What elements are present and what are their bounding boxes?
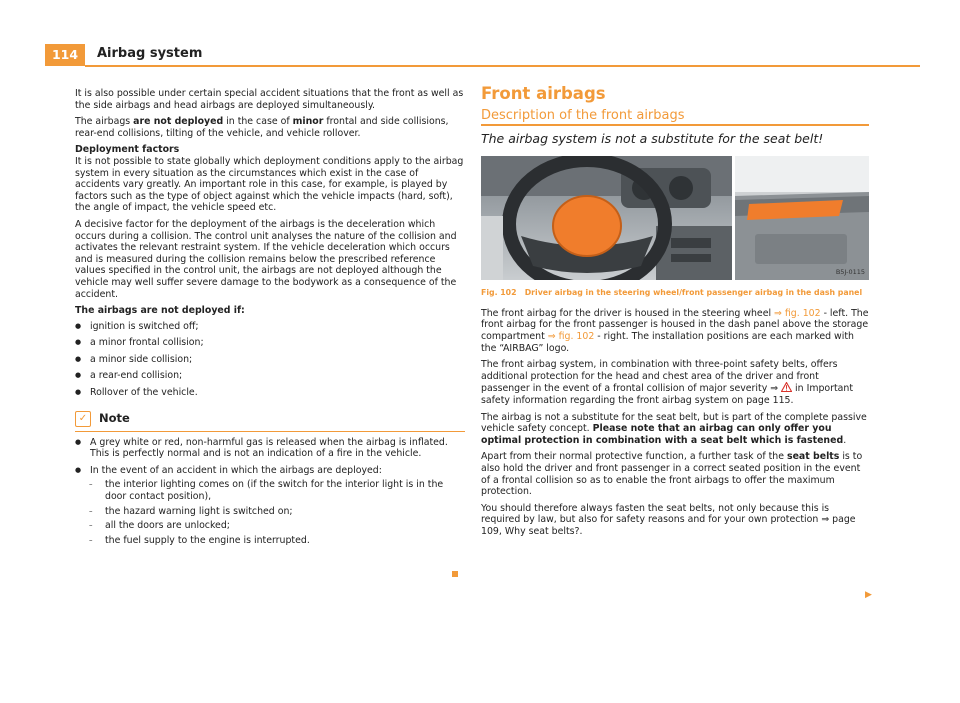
not-deployed-list: [75, 321, 465, 399]
left-column: [75, 88, 465, 551]
figure-airbags: [481, 156, 869, 280]
list-item: ● A grey white or red, non-harmful gas is released when the airbag is inflated. This is perfectly normal and is not an indication of a fire in the vehicle.: [75, 437, 465, 460]
driver-airbag-image: [481, 156, 732, 280]
list-item: [75, 465, 465, 547]
list-item: ● Rollover of the vehicle.: [75, 387, 465, 399]
text: In the event of an accident in which the airbags are deployed:: [90, 464, 382, 476]
right-column: [481, 84, 869, 543]
continue-arrow-icon: ▶: [865, 590, 872, 600]
paragraph: A decisive factor for the deployment of the airbags is the deceleration which occurs during a collision. The control unit analyses the nature of the collision and activates the relevant restraint system. If the vehicle deceleration which occurs and is measured during the collision remains below the prescribed reference values specified in the control unit, the airbags are not deployed although the vehicle may well suffer severe damage to the bodywork as a consequence of the accident.: [75, 218, 457, 300]
text: is to also hold the driver and front passenger in a correct seated position in the event of a frontal collision so as to enable the front airbags to offer the maximum protection.: [481, 451, 863, 498]
figure-link[interactable]: ⇒ fig. 102: [547, 331, 595, 343]
text: Apart from their normal protective function, a further task of the: [481, 451, 787, 463]
page-header: [45, 44, 920, 66]
page-number: 114: [45, 44, 85, 66]
subsection-rule: [481, 124, 869, 126]
paragraph: It is not possible to state globally which deployment conditions apply to the airbag system in every situation as the circumstances which exist in the case of accidents vary greatly. An important role in this case, for example, is played by factors such as the type of object against which the vehicle impacts (hard, soft), the angle of impact, the vehicle speed etc.: [75, 155, 464, 214]
emphasis: seat belts: [786, 451, 840, 463]
text: in the case of: [223, 116, 293, 128]
text: The airbags: [75, 116, 134, 128]
paragraph: [481, 359, 869, 406]
deployment-factors-heading: Deployment factors: [75, 144, 180, 156]
text: - left. The front airbag for the front passenger is housed in the dash panel above the storage compartment: [481, 307, 869, 343]
subheading: [75, 144, 465, 156]
emphasis: Please note that an airbag can only offer you optimal protection in combination with a seat belt which is fastened: [481, 423, 844, 446]
list-item: ● a minor side collision;: [75, 354, 465, 366]
note-title: Note: [99, 410, 130, 425]
list-item: ● ignition is switched off;: [75, 321, 465, 333]
figure-label: Fig. 102: [481, 288, 517, 298]
paragraph: You should therefore always fasten the seat belts, not only because this is required by law, but also for safety reasons and for your own protection ⇒ page 109, Why seat belts?.: [481, 502, 856, 537]
chapter-title: Airbag system: [97, 46, 203, 61]
lead-text: The airbag system is not a substitute for the seat belt!: [481, 130, 824, 146]
list-item: – the interior lighting comes on (if the switch for the interior light is in the door contact position),: [75, 479, 465, 502]
note-list: [75, 437, 465, 547]
paragraph: [481, 451, 869, 497]
note-rule: [75, 431, 465, 432]
text: - right. The installation positions are each marked with the “AIRBAG” logo.: [481, 331, 854, 354]
dash-panel-illustration: [735, 156, 869, 280]
warning-triangle-icon[interactable]: [781, 382, 792, 392]
paragraph: It is also possible under certain special accident situations that the front as well as the side airbags and head airbags are deployed simultaneously.: [75, 88, 464, 111]
figure-link[interactable]: ⇒ fig. 102: [774, 307, 821, 319]
section-end-square-icon: [452, 571, 458, 577]
subsection-heading: Description of the front airbags: [481, 107, 685, 123]
note-sub-list: [75, 479, 465, 546]
list-item: – the hazard warning light is switched on;: [75, 506, 465, 518]
note-check-icon: ✓: [75, 411, 91, 427]
figure-caption: [481, 287, 869, 299]
list-item: ● a minor frontal collision;: [75, 337, 465, 349]
note-header: [75, 411, 465, 427]
paragraph: [481, 308, 869, 354]
text: in Important safety information regarding the front airbag system on page 115.: [481, 383, 854, 407]
text: The front airbag system, in combination with three-point safety belts, offers additional protection for the head and chest area of the driver and front passenger in the event of a frontal collision of major severity ⇒: [481, 359, 838, 395]
figure-caption-text: Driver airbag in the steering wheel/front passenger airbag in the dash panel: [524, 288, 863, 298]
text: frontal and side collisions, rear-end collisions, tilting of the vehicle, and vehicle rollover.: [75, 116, 449, 139]
emphasis: minor: [292, 116, 324, 128]
figure-code: B5J-0115: [835, 267, 865, 276]
text: .: [843, 434, 847, 446]
paragraph: [75, 116, 465, 139]
steering-wheel-illustration: [481, 156, 732, 280]
list-item: – all the doors are unlocked;: [75, 520, 465, 532]
text: The front airbag for the driver is housed in the steering wheel: [481, 307, 775, 319]
list-item: ● a rear-end collision;: [75, 370, 465, 382]
header-rule: [85, 65, 920, 67]
paragraph: [481, 412, 869, 447]
section-heading: Front airbags: [481, 84, 606, 103]
list-item: – the fuel supply to the engine is interrupted.: [75, 535, 465, 547]
passenger-airbag-image: [735, 156, 869, 280]
not-deployed-heading: The airbags are not deployed if:: [75, 305, 245, 317]
emphasis: are not deployed: [133, 116, 224, 128]
text: The airbag is not a substitute for the seat belt, but is part of the complete passive vehicle safety concept.: [481, 411, 867, 435]
subheading: [75, 305, 465, 317]
